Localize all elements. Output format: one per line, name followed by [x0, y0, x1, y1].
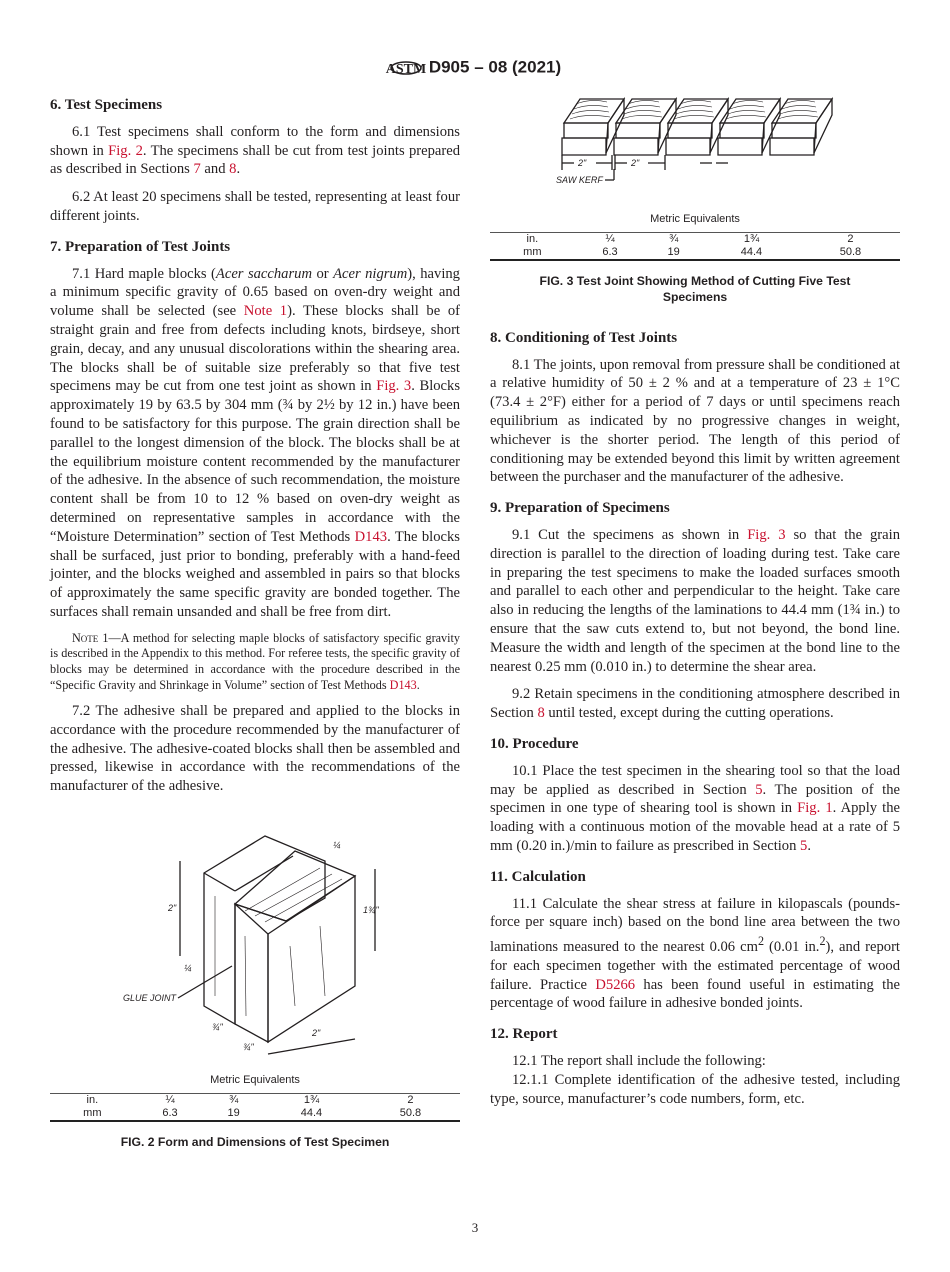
cross-reference-link[interactable]: D5266 [595, 976, 636, 993]
text-segment: and [200, 161, 230, 178]
text-segment: Note [72, 630, 99, 645]
table-row [50, 1093, 460, 1107]
cross-reference-link[interactable]: Fig. 3 [747, 526, 786, 543]
cross-reference-link[interactable]: 5 [800, 837, 808, 854]
text-segment: 7.1 Hard maple blocks ( [72, 265, 216, 282]
specimen-block [606, 99, 624, 153]
section-heading-6: 6. Test Specimens [50, 97, 163, 113]
text-segment: . [807, 837, 811, 854]
table-cell: 1¾ [303, 1093, 320, 1106]
table-cell: ¼ [165, 1093, 175, 1106]
paragraph-11-1 [490, 895, 900, 1014]
table-cell: ¾ [669, 232, 679, 245]
cross-reference-link[interactable]: Fig. 1 [797, 800, 833, 817]
table-cell: 44.4 [300, 1106, 323, 1119]
specimen-block [564, 99, 624, 123]
dimension-label-1-4in-bottom: ¼ [184, 963, 192, 974]
specimen-block [772, 99, 832, 123]
standard-designation: D905 – 08 (2021) [428, 57, 562, 77]
text-segment: 11.1 Calculate the shear stress at failure in kilopascals (pounds-force per square inch) based on the bond line area between the two laminations measured to the nearest 0.06 cm [490, 895, 900, 955]
glue-joint-label: GLUE JOINT [123, 993, 177, 1004]
table-cell: mm [83, 1106, 102, 1119]
svg-text:ASTM: ASTM [385, 62, 427, 77]
note-1 [50, 631, 460, 693]
page-header [0, 56, 950, 80]
table-cell: ¾ [229, 1093, 239, 1106]
specimen-block [720, 99, 780, 123]
specimen-block [614, 138, 658, 155]
text-segment: 6.1 Test specimens shall conform to the form and dimensions shown in [50, 123, 460, 159]
section-heading-9: 9. Preparation of Specimens [490, 500, 670, 517]
paragraph-7-1 [50, 265, 460, 622]
paragraph-12-1-1 [490, 1071, 900, 1109]
dimension-label-2in-length: 2" [312, 1028, 321, 1039]
cross-reference-link[interactable]: Note 1 [243, 303, 288, 320]
right-column [490, 95, 900, 1117]
table-cell: 6.3 [162, 1106, 178, 1119]
figure-2-metric-table [50, 1071, 460, 1122]
specimen-block [770, 138, 814, 155]
cross-reference-link[interactable]: Fig. 2 [108, 142, 143, 159]
dimension-label-1-4in-top: ¼ [333, 840, 341, 851]
text-segment: . [416, 677, 420, 692]
paragraph-12-1 [490, 1052, 900, 1071]
text-segment: . [236, 161, 241, 178]
text-segment: . The specimens shall be cut from test joints prepared as described in Sections [50, 142, 460, 178]
section-heading-10: 10. Procedure [490, 735, 579, 752]
text-segment: 6.2 At least 20 specimens shall be tested, representing at least four different joints. [50, 189, 460, 224]
paragraph-7-2 [50, 702, 460, 796]
figure-3-test-joint-drawing [490, 95, 900, 190]
specimen-block [658, 99, 676, 153]
table-row [50, 1107, 460, 1121]
page-number: 3 [471, 1220, 479, 1235]
text-segment: Acer nigrum [333, 265, 408, 282]
text-segment: 2 [757, 934, 765, 949]
table-cell: 2 [847, 232, 854, 245]
specimen-block [762, 99, 780, 153]
paragraph-9-1 [490, 526, 900, 676]
specimen-block [718, 138, 762, 155]
specimen-block [668, 123, 712, 138]
text-segment: 1—A method for selecting maple blocks of satisfactory specific gravity is described in the Appendix to this method. For referee tests, the specific gravity of blocks may be determined in accordance with the procedure described in the “Specific Gravity and Shrinkage in Volume” section of Test Methods [50, 630, 460, 692]
figure-2-caption: FIG. 2 Form and Dimensions of Test Specimen [120, 1134, 390, 1149]
dimension-label-3-4in-a: ¾" [212, 1022, 223, 1033]
text-segment: . Blocks approximately 19 by 63.5 by 304 mm (¾ by 2½ by 12 in.) have been found to be satisfactory for this purpose. The grain direction shall be parallel to the longest dimension of the block. The blocks shall be at the equilibrium moisture content recommended by the manufacturer of the adhesive. In the absence of such recommendation, the moisture content shall be from 10 to 12 % based on oven-dry weight as determined on representative samples in accordance with the “Moisture Determination” section of Test Methods [50, 378, 461, 545]
paragraph-10-1 [490, 762, 900, 856]
table-cell: mm [523, 245, 542, 258]
text-segment: 9.2 Retain specimens in the conditioning atmosphere described in Section [490, 686, 900, 722]
cross-reference-link[interactable]: 8 [229, 161, 237, 178]
dimension-label-2in-b: 2" [631, 158, 640, 168]
figure-3-metric-table [490, 210, 900, 261]
text-segment: 7.2 The adhesive shall be prepared and applied to the blocks in accordance with the procedure recommended by the manufacturer of the adhesive. The adhesive-coated blocks shall then be assembled and pressed, likewise in accordance with the recommendations of the manufacturer of the adhesive. [50, 703, 460, 795]
paragraph-6-2 [50, 188, 460, 226]
table-cell: 44.4 [740, 245, 763, 258]
table-cell: in. [526, 232, 539, 245]
astm-logo-icon [385, 56, 427, 80]
table-cell: in. [86, 1093, 99, 1106]
text-segment: . The blocks shall be surfaced, just prior to bonding, preferably with a hand-feed jointer, and the blocks weighed and assembled in pairs so that blocks of approximately the same specific gravity are bonded together. The surfaces shall remain unsanded and shall be free from dirt. [50, 528, 460, 620]
dimension-label-3-4in-b: ¾" [243, 1042, 254, 1053]
left-column [50, 84, 460, 1150]
table-cell: 50.8 [839, 245, 862, 258]
text-segment: . The position of the specimen in one type of shearing tool is shown in [490, 781, 901, 817]
text-segment: 10.1 Place the test specimen in the shearing tool so that the load may be applied as described in Section [490, 762, 900, 798]
specimen-block [616, 99, 676, 123]
table-row [490, 232, 900, 246]
table-cell: 1¾ [743, 232, 760, 245]
dimension-label-1-3-4in: 1¾" [363, 905, 379, 916]
specimen-block [666, 138, 710, 155]
text-segment: Acer saccharum [215, 265, 312, 282]
table-cell: ¼ [605, 232, 615, 245]
section-heading-7: 7. Preparation of Test Joints [50, 238, 231, 255]
specimen-block [720, 123, 764, 138]
text-segment: 8.1 The joints, upon removal from pressure shall be conditioned at a relative humidity of 50 ± 2 % and at a temperature of 23 ± 1°C (73.4 ± 2°F) either for a period of 7 days or until specimens reach equilibrium as indicated by no progressive changes in weight, whichever is the shorter period. The length of this period of conditioning may be extended beyond this limit by written agreement between the purchaser and the manufacturer of the adhesive. [490, 356, 901, 486]
table-row [490, 246, 900, 260]
table-cell: 2 [407, 1093, 414, 1106]
section-heading-8: 8. Conditioning of Test Joints [490, 329, 678, 346]
cross-reference-link[interactable]: 8 [537, 705, 545, 722]
dimension-label-2in-a: 2" [578, 158, 587, 168]
cross-reference-link[interactable]: 5 [755, 781, 763, 798]
text-segment: ), and report for each specimen together with the estimated percentage of wood failure. Practice [490, 938, 900, 993]
metric-equivalents-title: Metric Equivalents [210, 1074, 300, 1087]
table-cell: 19 [227, 1106, 240, 1119]
text-segment: 9.1 Cut the specimens as shown in [512, 526, 748, 543]
figure-3-caption: FIG. 3 Test Joint Showing Method of Cutting Five Test Specimens [539, 273, 851, 304]
text-segment: has been found useful in estimating the percentage of wood failure in adhesive bonded joints. [490, 976, 900, 1012]
text-segment: 2 [819, 934, 826, 949]
cross-reference-link[interactable]: D143 [389, 677, 417, 692]
saw-kerf-label: SAW KERF [556, 175, 603, 185]
specimen-block [668, 99, 728, 123]
table-cell: 19 [667, 245, 680, 258]
metric-equivalents-title: Metric Equivalents [650, 213, 740, 225]
text-segment: . Apply the loading with a continuous motion of the movable head at a rate of 5 mm (0.20 in.)/min to failure as prescribed in Section [490, 800, 901, 854]
text-segment: until tested, except during the cutting operations. [544, 705, 834, 722]
figure-2-specimen-drawing [50, 816, 460, 1061]
text-segment: or [311, 265, 334, 282]
text-segment: ). These blocks shall be of straight grain and free from defects including knots, birdseye, short grain, decay, and any unusual discolorations within the shearing area. The blocks shall be of suitable size preferably so that five test specimens may be cut from one test joint as shown in [50, 303, 460, 395]
cross-reference-link[interactable]: Fig. 3 [376, 378, 412, 395]
section-heading-12: 12. Report [490, 1026, 558, 1043]
paragraph-9-2 [490, 685, 900, 723]
dimension-label-2in-height: 2" [168, 903, 177, 914]
specimen-block [772, 123, 816, 138]
section-heading-11: 11. Calculation [490, 868, 586, 885]
specimen-block [814, 99, 832, 153]
specimen-block [710, 99, 728, 153]
cross-reference-link[interactable]: D143 [354, 528, 388, 545]
text-segment: ), having a minimum specific gravity of 0.65 based on oven-dry weight and volume shall be selected (see [50, 265, 460, 320]
specimen-block [616, 123, 660, 138]
specimen-block [564, 123, 608, 138]
paragraph-8-1 [490, 356, 900, 488]
text-segment: (0.01 in. [764, 938, 820, 955]
table-cell: 6.3 [602, 245, 618, 258]
specimen-block [562, 138, 606, 155]
text-segment: 12.1 The report shall include the following: [512, 1052, 766, 1069]
text-segment: 12.1.1 Complete identification of the adhesive tested, including type, source, manufacturer’s code numbers, form, etc. [490, 1071, 900, 1107]
paragraph-6-1 [50, 123, 460, 179]
cross-reference-link[interactable]: 7 [193, 161, 201, 178]
table-cell: 50.8 [399, 1106, 422, 1119]
text-segment: so that the grain direction is parallel to the direction of loading during test. Take care in preparing the test specimens to make the loaded surfaces smooth and parallel to each other and perpendicular to the height. Take care also in reducing the lengths of the laminations to 44.4 mm (1¾ in.) to ensure that the saw cuts extend to, but not beyond, the bond line. Measure the width and length of the specimen at the bond line to the nearest 0.25 mm (0.010 in.) to determine the shear area. [490, 526, 900, 675]
